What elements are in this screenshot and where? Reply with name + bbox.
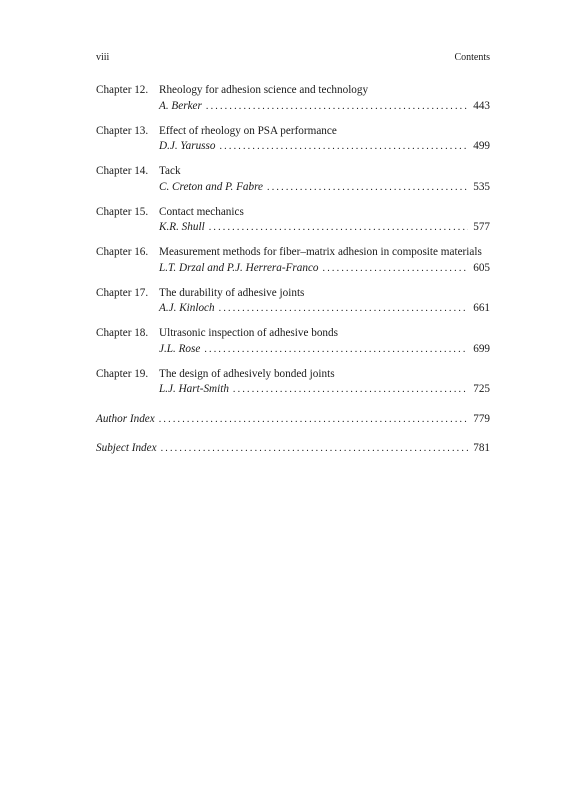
toc-entry-chapter-12[interactable] [96, 83, 490, 114]
chapter-page: 499 [473, 140, 490, 152]
chapter-authors: L.J. Hart-Smith [159, 383, 229, 395]
author-line [96, 180, 490, 196]
author-line [96, 301, 490, 317]
chapter-label: Chapter 15. [96, 205, 149, 218]
chapter-title: Tack [159, 165, 181, 177]
chapter-label: Chapter 13. [96, 124, 149, 137]
chapter-authors: K.R. Shull [159, 221, 205, 233]
toc-entry-author-index[interactable] [96, 412, 490, 428]
dot-leader [159, 412, 468, 428]
author-line [96, 139, 490, 155]
chapter-line [96, 367, 490, 383]
chapter-title: Rheology for adhesion science and technology [159, 84, 369, 96]
chapter-line [96, 164, 490, 180]
chapter-line [96, 326, 490, 342]
chapter-title: Contact mechanics [159, 205, 244, 218]
chapter-page: 661 [473, 302, 490, 314]
chapter-line [96, 286, 490, 302]
toc-entry-chapter-18[interactable] [96, 326, 490, 357]
chapter-title: The design of adhesively bonded joints [159, 367, 335, 380]
chapter-line [96, 205, 490, 221]
index-title: Subject Index [96, 442, 157, 454]
chapter-label: Chapter 18. [96, 327, 149, 339]
chapter-label: Chapter 16. [96, 246, 149, 258]
chapter-page: 577 [473, 221, 490, 233]
chapter-authors: J.L. Rose [159, 342, 201, 355]
index-section [96, 412, 490, 457]
chapter-title: Effect of rheology on PSA performance [159, 124, 337, 137]
dot-leader [206, 99, 468, 115]
chapter-authors: L.T. Drzal and P.J. Herrera-Franco [159, 261, 319, 274]
dot-leader [219, 139, 468, 155]
chapter-label: Chapter 19. [96, 367, 149, 380]
section-title: Contents [454, 52, 490, 63]
chapter-page: 605 [473, 261, 490, 274]
toc-entry-subject-index[interactable] [96, 441, 490, 457]
dot-leader [233, 382, 468, 398]
author-line [96, 261, 490, 277]
chapter-authors: A. Berker [159, 99, 202, 112]
chapter-label: Chapter 14. [96, 165, 149, 177]
toc-entry-chapter-19[interactable] [96, 367, 490, 398]
chapter-page: 699 [473, 342, 490, 355]
toc-entry-chapter-15[interactable] [96, 205, 490, 236]
chapter-page: 725 [473, 383, 490, 395]
running-head [96, 52, 490, 66]
index-page: 779 [473, 412, 490, 425]
dot-leader [161, 441, 468, 457]
table-of-contents [96, 83, 490, 457]
index-page: 781 [473, 442, 490, 454]
chapter-title: Ultrasonic inspection of adhesive bonds [159, 327, 338, 339]
chapter-authors: C. Creton and P. Fabre [159, 180, 264, 193]
dot-leader [209, 220, 468, 236]
chapter-page: 443 [473, 99, 490, 112]
dot-leader [219, 301, 468, 317]
chapter-authors: D.J. Yarusso [159, 140, 216, 152]
author-line [96, 99, 490, 115]
dot-leader [204, 342, 468, 358]
toc-entry-chapter-13[interactable] [96, 124, 490, 155]
dot-leader [267, 180, 468, 196]
author-line [96, 382, 490, 398]
chapter-title: Measurement methods for fiber–matrix adhesion in composite materials [159, 246, 482, 258]
chapter-line [96, 83, 490, 99]
chapter-label: Chapter 12. [96, 84, 149, 96]
document-page [96, 52, 490, 471]
author-line [96, 342, 490, 358]
chapter-page: 535 [473, 180, 490, 193]
index-title: Author Index [96, 412, 155, 425]
chapter-line [96, 245, 490, 261]
chapter-label: Chapter 17. [96, 286, 149, 299]
toc-entry-chapter-17[interactable] [96, 286, 490, 317]
page-number: viii [96, 52, 110, 63]
dot-leader [323, 261, 468, 277]
author-line [96, 220, 490, 236]
chapter-authors: A.J. Kinloch [159, 302, 215, 314]
toc-entry-chapter-14[interactable] [96, 164, 490, 195]
toc-entry-chapter-16[interactable] [96, 245, 490, 276]
chapter-line [96, 124, 490, 140]
chapter-title: The durability of adhesive joints [159, 286, 305, 299]
